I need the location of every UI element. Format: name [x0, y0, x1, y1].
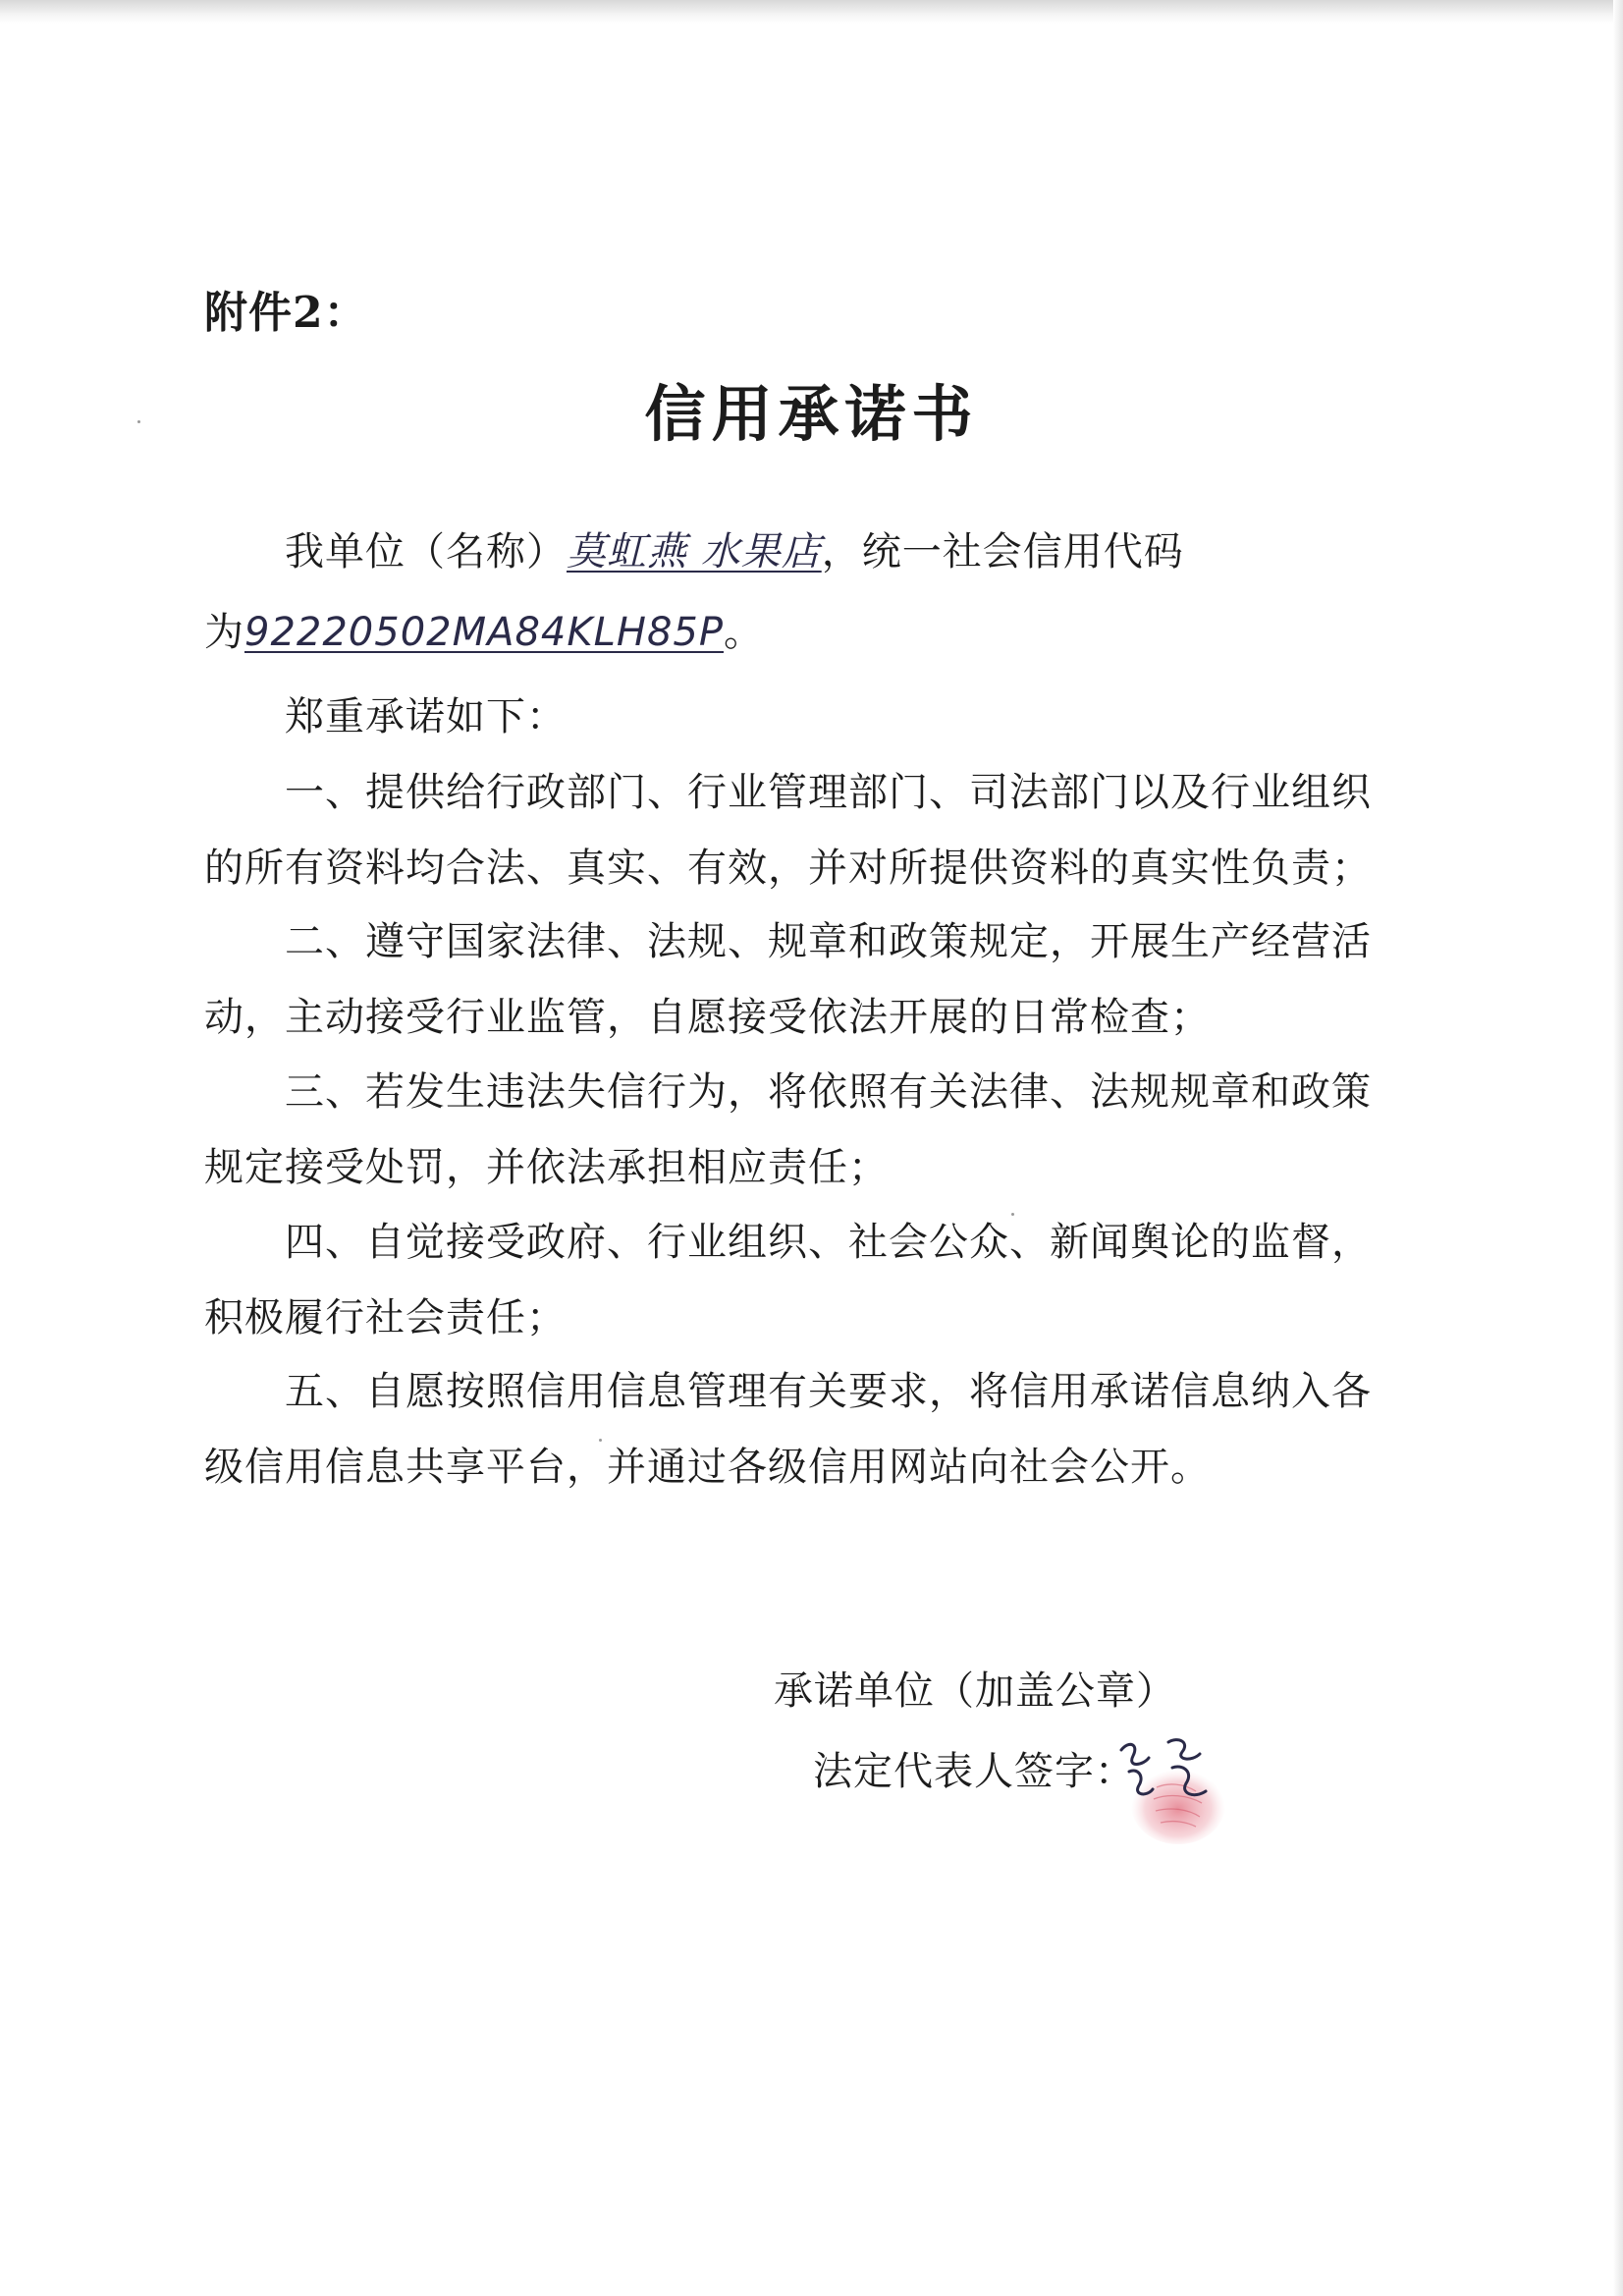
intro-line-1	[285, 520, 1184, 576]
scan-edge-right	[1613, 0, 1623, 2296]
item-5-line-1: 五、自愿按照信用信息管理有关要求，将信用承诺信息纳入各	[285, 1369, 1372, 1414]
intro-prefix: 我单位（名称）	[285, 529, 567, 574]
item-3-line-2: 规定接受处罚，并依法承担相应责任；	[204, 1145, 889, 1190]
document-title: 信用承诺书	[644, 378, 979, 450]
item-2-line-2: 动，主动接受行业监管，自愿接受依法开展的日常检查；	[204, 995, 1211, 1040]
item-2-line-1: 二、遵守国家法律、法规、规章和政策规定，开展生产经营活	[285, 919, 1372, 964]
item-4-line-2: 积极履行社会责任；	[204, 1295, 567, 1340]
intro-suffix: ，统一社会信用代码	[821, 529, 1184, 574]
item-1-line-2: 的所有资料均合法、真实、有效，并对所提供资料的真实性负责；	[204, 846, 1372, 891]
credit-code-handwritten: 92220502MA84KLH85P	[244, 610, 724, 655]
legal-rep-label: 法定代表人签字：	[813, 1749, 1135, 1794]
scan-edge-top	[0, 0, 1623, 24]
code-prefix: 为	[204, 610, 244, 655]
code-suffix: 。	[723, 610, 764, 655]
company-name-handwritten: 莫虹燕 水果店	[567, 529, 822, 574]
intro-line-2	[204, 601, 764, 657]
item-3-line-1: 三、若发生违法失信行为，将依照有关法律、法规规章和政策	[285, 1069, 1372, 1115]
solemn-line: 郑重承诺如下：	[285, 694, 567, 739]
commitment-unit-label: 承诺单位（加盖公章）	[774, 1668, 1176, 1714]
item-5-line-2: 级信用信息共享平台，并通过各级信用网站向社会公开。	[204, 1445, 1211, 1490]
item-1-line-1: 一、提供给行政部门、行业管理部门、司法部门以及行业组织	[285, 770, 1372, 815]
attachment-label: 附件2：	[204, 288, 368, 338]
signature-fingerprint-mark	[1100, 1728, 1247, 1856]
item-4-line-1: 四、自觉接受政府、行业组织、社会公众、新闻舆论的监督，	[285, 1220, 1372, 1265]
